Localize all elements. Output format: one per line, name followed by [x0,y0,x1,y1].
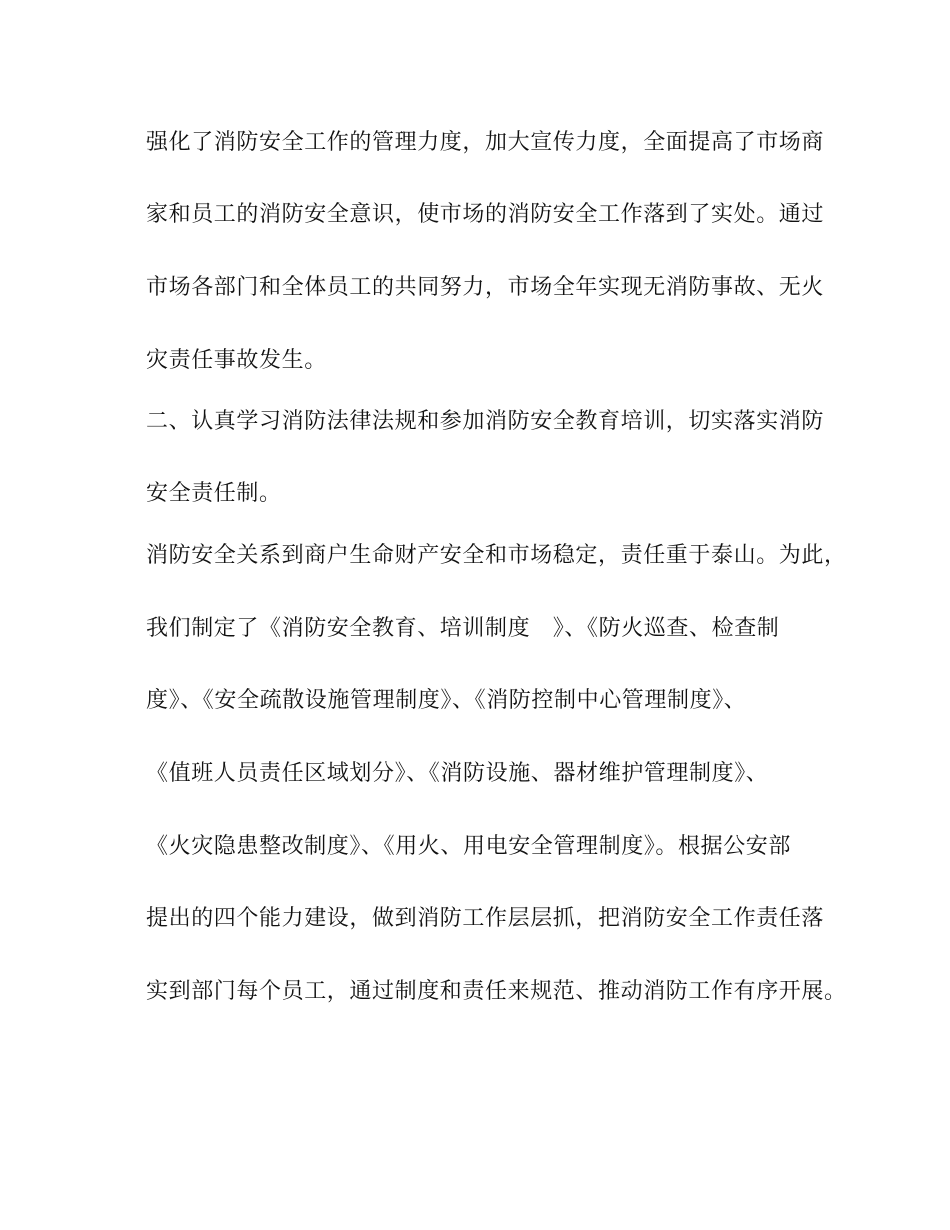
paragraph-line-3: 市场各部门和全体员工的共同努力，市场全年实现无消防事故、无火 [146,275,825,300]
paragraph-line-4: 灾责任事故发生。 [146,348,327,373]
paragraph-line-7: 度》、《安全疏散设施管理制度》、《消防控制中心管理制度》、 [146,688,747,713]
section-heading-line-1: 二、认真学习消防法律法规和参加消防安全教育培训，切实落实消防 [146,409,825,434]
paragraph-line-2: 家和员工的消防安全意识，使市场的消防安全工作落到了实处。通过 [146,202,825,227]
paragraph-line-11: 实到部门每个员工，通过制度和责任来规范、推动消防工作有序开展。 [146,979,847,1004]
paragraph-line-8: 《值班人员责任区域划分》、《消防设施、器材维护管理制度》、 [146,761,769,786]
section-heading-line-2: 安全责任制。 [146,481,282,506]
paragraph-line-10: 提出的四个能力建设，做到消防工作层层抓，把消防安全工作责任落 [146,906,825,931]
paragraph-line-5: 消防安全关系到商户生命财产安全和市场稳定，责任重于泰山。为此， [146,543,847,568]
paragraph-line-9: 《火灾隐患整改制度》、《用火、用电安全管理制度》。根据公安部 [146,834,792,859]
paragraph-line-1: 强化了消防安全工作的管理力度，加大宣传力度，全面提高了市场商 [146,130,825,155]
paragraph-line-6: 我们制定了《消防安全教育、培训制度 》、《防火巡查、检查制 [146,616,780,641]
